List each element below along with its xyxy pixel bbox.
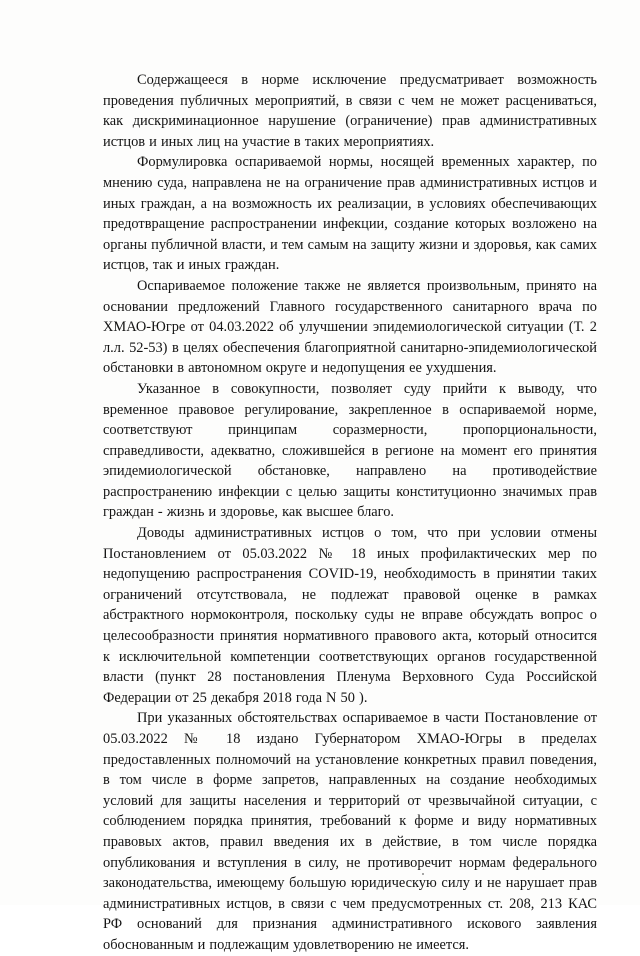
paragraph-norm-wording: Формулировка оспариваемой нормы, носящей временных характер, по мнению суда, направлена не на ограничение прав административных истцов и иных граждан, а на возможность их реализации, в условиях обеспечивающих предотвращение распространении инфекции, создание которых возложено на органы публичной власти, и тем самым на защиту жизни и здоровья, как самих истцов, так и иных граждан. — [103, 154, 597, 274]
paragraph-public-events: Содержащееся в норме исключение предусматривает возможность проведения публичных мероприятий, в связи с чем не может расцениваться, как дискриминационное нарушение (ограничение) прав административных истцов и иных лиц на участие в таких мероприятиях. — [103, 72, 597, 150]
scan-speck — [422, 873, 424, 875]
document-body — [103, 70, 597, 956]
paragraph-conclusion: Указанное в совокупности, позволяет суду прийти к выводу, что временное правовое регулирование, закрепленное в оспариваемой норме, соответствуют принципам соразмерности, пропорциональности, справедливости, адекватно, сложившейся в регионе на момент его принятия эпидемиологической обстановке, направлено на противодействие распространению инфекции с целью защиты конституционно значимых прав граждан - жизнь и здоровье, как высшее благо. — [103, 380, 597, 521]
paragraph-final-ruling: При указанных обстоятельствах оспариваемое в части Постановление от 05.03.2022 № 18 издано Губернатором ХМАО-Югры в пределах предоставленных полномочий на установление конкретных правил поведения, в том числе в форме запретов, направленных на создание необходимых условий для защиты населения и территорий от чрезвычайной ситуации, с соблюдением порядка принятия, требований к форме и виду нормативных правовых актов, правил введения их в действие, в том числе порядка опубликования и вступления в силу, не противоречит нормам федерального законодательства, имеющему большую юридическую силу и не нарушает прав административных истцов, в связи с чем предусмотренных ст. 208, 213 КАС РФ оснований для признания административного искового заявления обоснованным и подлежащим удовлетворению не имеется. — [103, 710, 597, 953]
paragraph-plaintiff-arguments: Доводы административных истцов о том, что при условии отмены Постановлением от 05.03.2022 № 18 иных профилактических мер по недопущению распространения COVID-19, необходимость в принятии таких ограничений отсутствовала, не подлежат правовой оценке в рамках абстрактного нормоконтроля, поскольку суды не вправе обсуждать вопрос о целесообразности принятия нормативного правового акта, который относится к исключительной компетенции соответствующих органов государственной власти (пункт 28 постановления Пленума Верховного Суда Российской Федерации от 25 декабря 2018 года N 50 ). — [103, 525, 597, 706]
paragraph-not-arbitrary: Оспариваемое положение также не является произвольным, принято на основании предложений Главного государственного санитарного врача по ХМАО-Югре от 04.03.2022 об улучшении эпидемиологической ситуации (Т. 2 л.л. 52-53) в целях обеспечения благоприятной санитарно-эпидемиологической обстановки в автономном округе и недопущения ее ухудшения. — [103, 277, 597, 377]
